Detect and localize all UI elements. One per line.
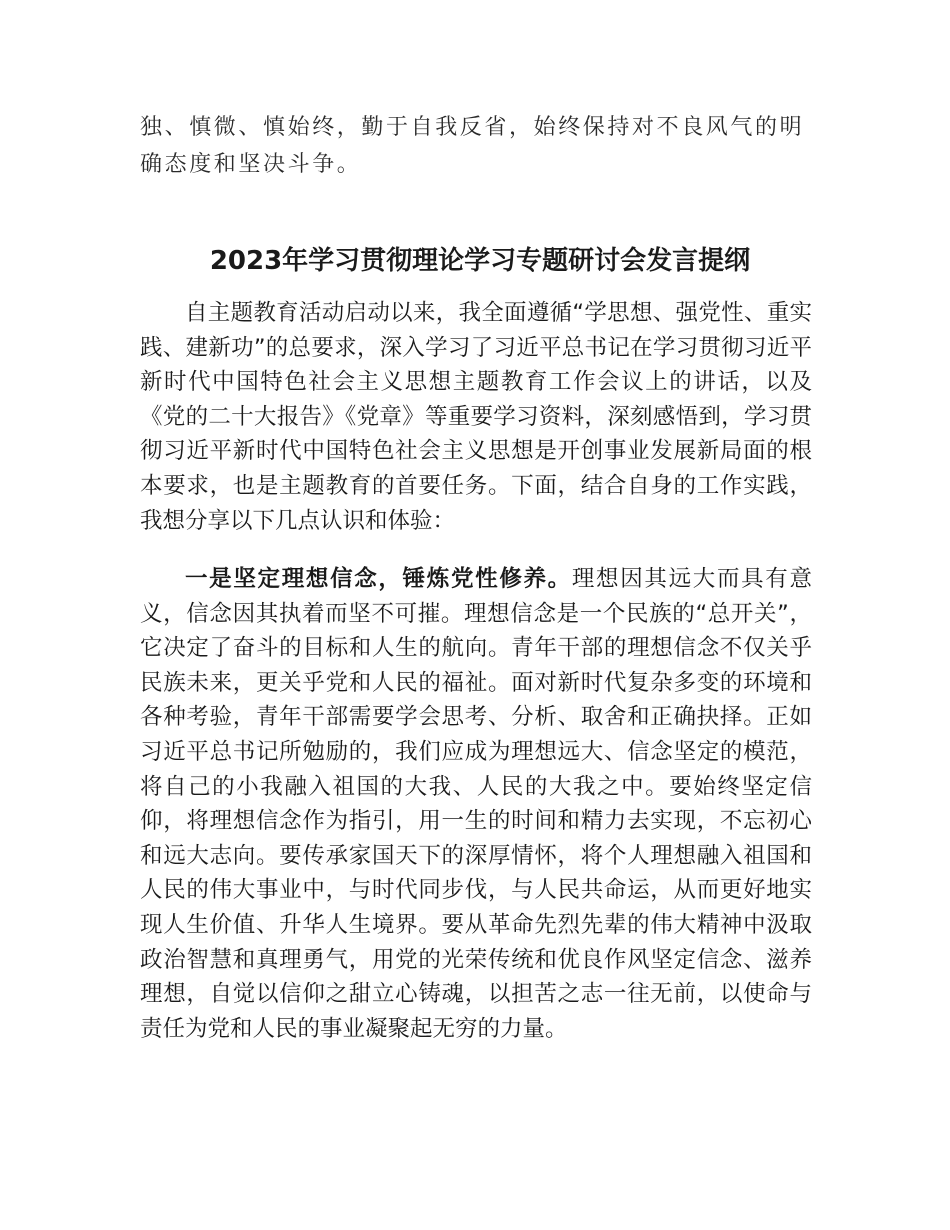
point-one-body: 理想因其远大而具有意义，信念因其执着而坚不可摧。理想信念是一个民族的“总开关”，它决定了奋斗的目标和人生的航向。青年干部的理想信念不仅关乎民族未来，更关乎党和人民的福祉。面对新时代复杂多变的环境和各种考验，青年干部需要学会思考、分析、取舍和正确抉择。正如习近平总书记所勉励的，我们应成为理想远大、信念坚定的模范，将自己的小我融入祖国的大我、人民的大我之中。要始终坚定信仰，将理想信念作为指引，用一生的时间和精力去实现，不忘初心和远大志向。要传承家国天下的深厚情怀，将个人理想融入祖国和人民的伟大事业中，与时代同步伐，与人民共命运，从而更好地实现人生价值、升华人生境界。要从革命先烈先辈的伟大精神中汲取政治智慧和真理勇气，用党的光荣传统和优良作风坚定信念、滋养理想，自觉以信仰之甜立心铸魂，以担苦之志一往无前，以使命与责任为党和人民的事业凝聚起无穷的力量。 <box>140 566 812 1042</box>
document-title: 2023年学习贯彻理论学习专题研讨会发言提纲 <box>209 246 751 276</box>
carryover-paragraph: 独、慎微、慎始终，勤于自我反省，始终保持对不良风气的明确态度和坚决斗争。 <box>140 115 805 177</box>
point-one-heading: 一是坚定理想信念，锤炼党性修养。 <box>185 566 572 592</box>
intro-paragraph: 自主题教育活动启动以来，我全面遵循“学思想、强党性、重实践、建新功”的总要求，深入学习了习近平总书记在学习贯彻习近平新时代中国特色社会主义思想主题教育工作会议上的讲话，以及《党的二十大报告》《党章》等重要学习资料，深刻感悟到，学习贯彻习近平新时代中国特色社会主义思想是开创事业发展新局面的根本要求，也是主题教育的首要任务。下面，结合自身的工作实践，我想分享以下几点认识和体验： <box>140 300 812 534</box>
point-one-paragraph <box>140 562 812 1046</box>
